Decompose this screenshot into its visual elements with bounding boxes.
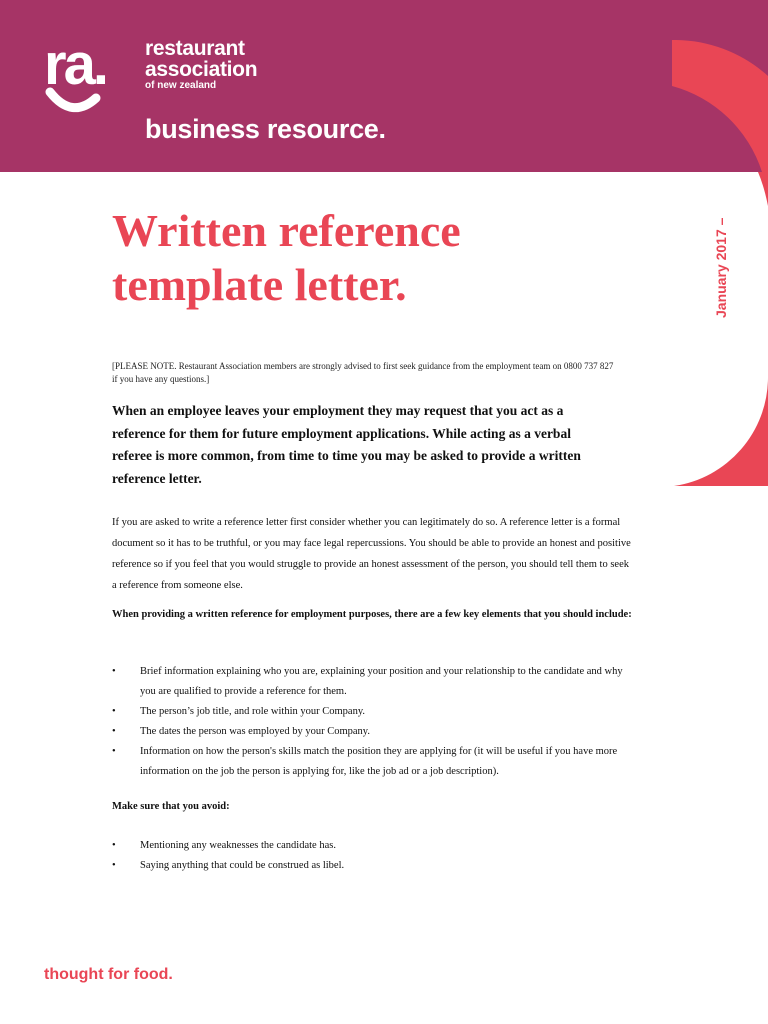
header-banner: [0, 0, 768, 172]
bullet-icon: •: [112, 726, 116, 737]
list-item: [112, 836, 632, 856]
org-name-line3: of new zealand: [145, 80, 217, 91]
list-item: [112, 662, 632, 702]
lead-paragraph: When an employee leaves your employment they may request that you act as a reference for them for future employment applications. While acting as a verbal referee is more common, from time to time you may be asked to provide a written reference letter.: [112, 403, 581, 486]
logo-letters: ra.: [44, 36, 106, 97]
bullet-icon: •: [112, 746, 116, 757]
bullet-icon: •: [112, 860, 116, 871]
list-item: [112, 722, 632, 742]
body-paragraph: If you are asked to write a reference letter first consider whether you can legitimately do so. A reference letter is a formal document so it has to be truthful, or you may face legal repercussions. You should be able to provide an honest and positive reference so if you feel that you would struggle to provide an honest assessment of the person, you should tell them to seek a reference from someone else.: [112, 517, 631, 591]
list-item-text: The person’s job title, and role within your Company.: [140, 706, 366, 717]
footer-tagline: thought for food.: [44, 966, 173, 983]
bullet-icon: •: [112, 666, 116, 677]
please-note: [112, 360, 622, 386]
list-item-text: Saying anything that could be construed as libel.: [140, 860, 345, 871]
include-list: [112, 662, 632, 782]
bullet-icon: •: [112, 706, 116, 717]
include-heading: When providing a written reference for employment purposes, there are a few key elements that you should include:: [112, 609, 632, 620]
list-item: [112, 702, 632, 722]
list-item-text: Information on how the person's skills match the position they are applying for (it will be useful if you have more information on the job the person is applying for, like the job ad or a job description).: [140, 746, 618, 777]
org-name: [145, 38, 257, 92]
title-line-1: Written reference: [112, 205, 461, 256]
page-title: [112, 204, 461, 312]
decorative-arc-top: [672, 40, 768, 172]
org-name-line1: restaurant: [145, 37, 245, 60]
list-item: [112, 856, 632, 876]
org-name-line2: association: [145, 58, 258, 81]
avoid-list: [112, 836, 632, 876]
list-item-text: Mentioning any weaknesses the candidate has.: [140, 840, 336, 851]
decorative-arc-top-continuation: [676, 172, 768, 206]
note-line-2: if you have any questions.]: [112, 374, 210, 384]
list-item: [112, 742, 632, 782]
business-resource-label: business resource.: [145, 114, 386, 144]
side-date-text: January 2017 –: [713, 217, 729, 318]
note-line-1: [PLEASE NOTE. Restaurant Association members are strongly advised to first seek guidance from the employment team on 0800 737 827: [112, 361, 614, 371]
list-item-text: Brief information explaining who you are, explaining your position and your relationship to the candidate and why you are qualified to provide a reference for them.: [140, 666, 623, 697]
restaurant-association-logo: [44, 36, 140, 120]
decorative-arc-middle: [674, 378, 768, 486]
side-date: [700, 210, 740, 320]
title-line-2: template letter.: [112, 259, 407, 310]
avoid-heading: Make sure that you avoid:: [112, 801, 230, 812]
bullet-icon: •: [112, 840, 116, 851]
list-item-text: The dates the person was employed by your Company.: [140, 726, 370, 737]
